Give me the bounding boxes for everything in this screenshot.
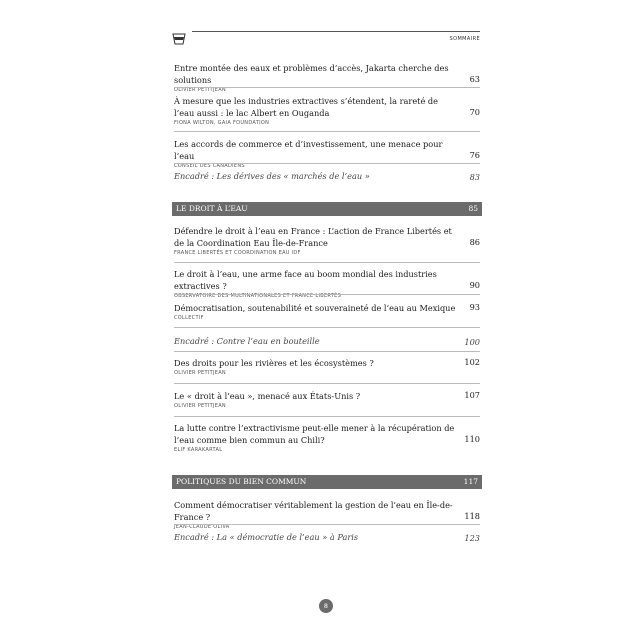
entry-page: 83 xyxy=(469,172,480,182)
entry-author: ELIF KARAKARTAL xyxy=(174,447,223,453)
section-header[interactable] xyxy=(172,475,482,489)
toc-boxed-entry[interactable] xyxy=(174,170,480,182)
toc-entry[interactable] xyxy=(174,390,480,410)
entry-page: 123 xyxy=(464,533,480,543)
divider xyxy=(174,416,480,417)
entry-title: Les accords de commerce et d’investissement, une menace pour l’eau xyxy=(174,139,443,161)
entry-page: 102 xyxy=(464,357,480,367)
entry-page: 76 xyxy=(469,150,480,160)
toc-entry[interactable] xyxy=(174,302,480,322)
entry-page: 93 xyxy=(469,302,480,312)
entry-author: CONSEIL DES CANADIENS xyxy=(174,163,245,169)
section-title: LE DROIT À L’EAU xyxy=(176,204,248,213)
entry-title: Démocratisation, soutenabilité et souveraineté de l’eau au Mexique xyxy=(174,303,456,313)
toc-boxed-entry[interactable] xyxy=(174,335,480,347)
toc-entry[interactable] xyxy=(174,62,480,94)
toc-entry[interactable] xyxy=(174,138,480,170)
entry-author: OBSERVATOIRE DES MULTINATIONALES ET FRANCE LIBERTÉS xyxy=(174,293,342,299)
entry-title: Entre montée des eaux et problèmes d’accès, Jakarta cherche des solutions xyxy=(174,63,449,85)
entry-page: 63 xyxy=(469,74,480,84)
toc-entry[interactable] xyxy=(174,95,480,127)
toc-boxed-entry[interactable] xyxy=(174,531,480,543)
entry-title: Encadré : La « démocratie de l’eau » à Paris xyxy=(174,532,359,542)
entry-page: 90 xyxy=(469,280,480,290)
divider xyxy=(174,327,480,328)
divider xyxy=(174,294,480,295)
divider xyxy=(174,524,480,525)
entry-title: À mesure que les industries extractives s’étendent, la rareté de l’eau aussi : le lac Albert en Ouganda xyxy=(174,96,438,118)
divider xyxy=(174,351,480,352)
glass-icon xyxy=(172,33,186,45)
entry-author: OLIVIER PETITJEAN xyxy=(174,403,226,409)
toc-entry[interactable] xyxy=(174,268,480,300)
section-header[interactable] xyxy=(172,202,482,216)
entry-title: Encadré : Contre l’eau en bouteille xyxy=(174,336,320,346)
entry-author: FIONA WILTON, GAIA FOUNDATION xyxy=(174,120,270,126)
toc-entry[interactable] xyxy=(174,422,480,454)
entry-title: Comment démocratiser véritablement la gestion de l’eau en Île-de-France ? xyxy=(174,500,453,522)
entry-title: Le droit à l’eau, une arme face au boom mondial des industries extractives ? xyxy=(174,269,437,291)
divider xyxy=(174,262,480,263)
divider xyxy=(174,87,480,88)
section-title: POLITIQUES DU BIEN COMMUN xyxy=(176,477,307,486)
header-label: SOMMAIRE xyxy=(449,36,480,42)
entry-title: Défendre le droit à l’eau en France : L’action de France Libertés et de la Coordination Eau Île-de-France xyxy=(174,226,452,248)
entry-author: OLIVIER PETITJEAN xyxy=(174,87,226,93)
toc-entry[interactable] xyxy=(174,225,480,257)
entry-page: 107 xyxy=(464,390,480,400)
entry-title: La lutte contre l’extractivisme peut-elle mener à la récupération de l’eau comme bien commun au Chili? xyxy=(174,423,455,445)
entry-page: 70 xyxy=(469,107,480,117)
entry-page: 118 xyxy=(464,511,480,521)
entry-page: 86 xyxy=(469,237,480,247)
section-page: 85 xyxy=(468,204,478,213)
entry-title: Le « droit à l’eau », menacé aux États-Unis ? xyxy=(174,391,361,401)
toc-entry[interactable] xyxy=(174,357,480,377)
entry-author: JEAN-CLAUDE OLIVA xyxy=(174,524,230,530)
entry-author: OLIVIER PETITJEAN xyxy=(174,370,226,376)
header-rule xyxy=(192,31,480,32)
entry-page: 100 xyxy=(464,337,480,347)
page-number: 8 xyxy=(319,599,333,613)
entry-title: Des droits pour les rivières et les écosystèmes ? xyxy=(174,358,374,368)
toc-entry[interactable] xyxy=(174,499,480,531)
divider xyxy=(174,131,480,132)
divider xyxy=(174,383,480,384)
divider xyxy=(174,163,480,164)
entry-author: COLLECTIF xyxy=(174,315,204,321)
entry-title: Encadré : Les dérives des « marchés de l’eau » xyxy=(174,171,370,181)
entry-author: FRANCE LIBERTÉS ET COORDINATION EAU IDF xyxy=(174,250,301,256)
section-page: 117 xyxy=(463,477,478,486)
entry-page: 110 xyxy=(464,434,480,444)
